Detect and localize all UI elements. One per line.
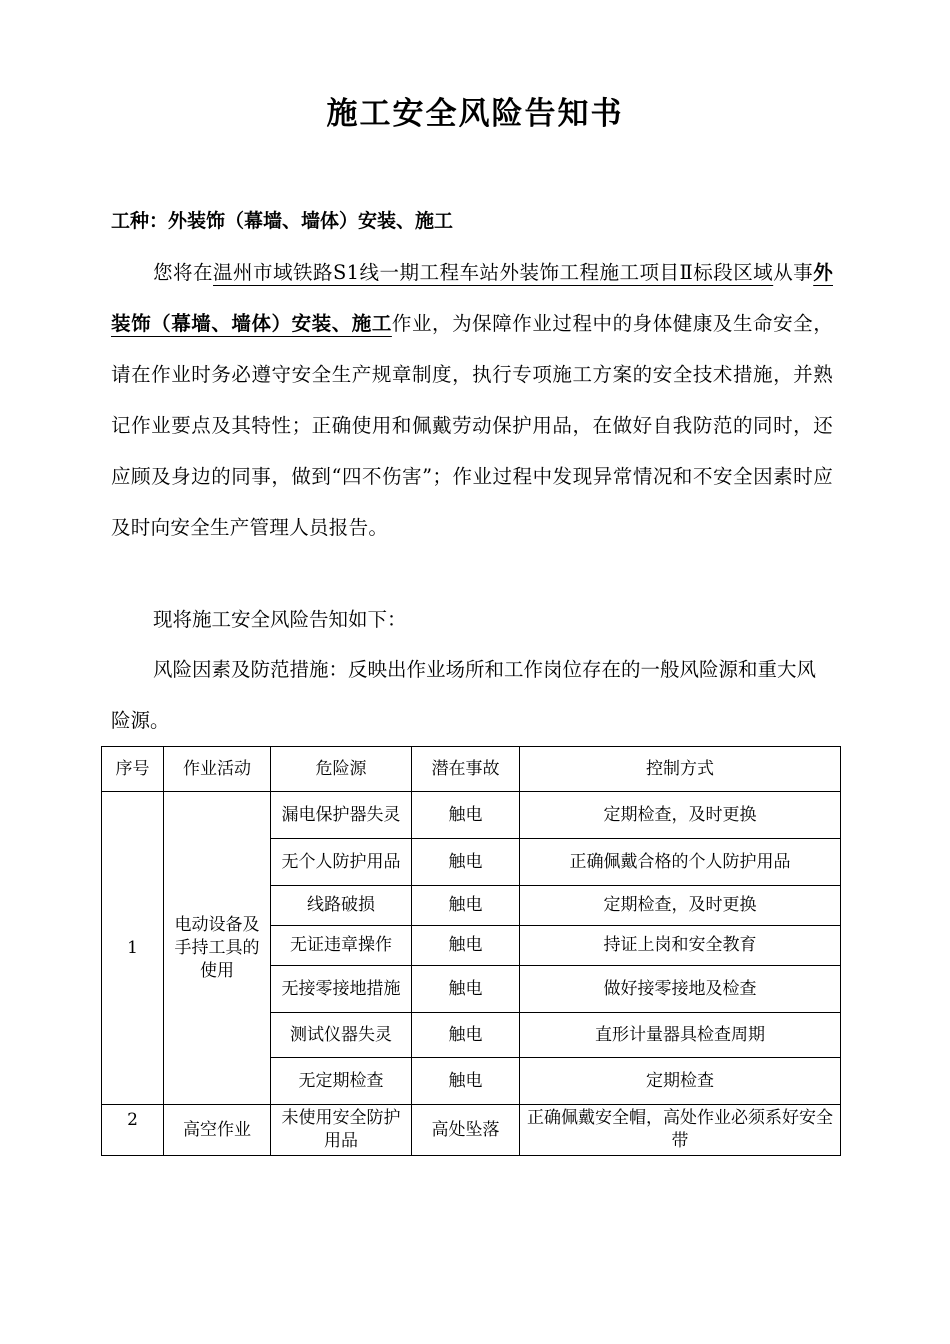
row-hazard: 漏电保护器失灵	[271, 792, 412, 839]
row-control: 直形计量器具检查周期	[520, 1013, 841, 1058]
notice-line: 现将施工安全风险告知如下：	[153, 608, 407, 631]
header-activity: 作业活动	[164, 747, 271, 792]
header-control: 控制方式	[520, 747, 841, 792]
row-control: 定期检查，及时更换	[520, 792, 841, 839]
row-accident: 触电	[412, 792, 520, 839]
row-accident: 触电	[412, 1013, 520, 1058]
row-no: 1	[102, 792, 164, 1105]
row-hazard: 线路破损	[271, 886, 412, 926]
work-type: 工种：外装饰（幕墙、墙体）安装、施工	[111, 210, 454, 232]
row-activity: 高空作业	[164, 1105, 271, 1156]
row-hazard: 无接零接地措施	[271, 966, 412, 1013]
row-control: 定期检查，及时更换	[520, 886, 841, 926]
row-accident: 触电	[412, 886, 520, 926]
row-accident: 触电	[412, 926, 520, 966]
row-activity: 电动设备及手持工具的使用	[164, 792, 271, 1105]
table-row	[102, 792, 841, 839]
row-control: 正确佩戴安全帽，高处作业必须系好安全带	[520, 1105, 841, 1156]
row-control: 做好接零接地及检查	[520, 966, 841, 1013]
table-row	[102, 1105, 841, 1156]
row-hazard: 无证违章操作	[271, 926, 412, 966]
row-control: 定期检查	[520, 1058, 841, 1105]
row-hazard: 未使用安全防护用品	[271, 1105, 412, 1156]
row-control: 正确佩戴合格的个人防护用品	[520, 839, 841, 886]
risk-line: 风险因素及防范措施：反映出作业场所和工作岗位存在的一般风险源和重大风险源。	[111, 658, 817, 732]
row-hazard: 无定期检查	[271, 1058, 412, 1105]
intro-paragraph	[111, 247, 833, 553]
row-accident: 触电	[412, 839, 520, 886]
intro-mid: 从事	[773, 261, 814, 284]
document-title: 施工安全风险告知书	[326, 96, 624, 132]
row-control: 持证上岗和安全教育	[520, 926, 841, 966]
row-accident: 高处坠落	[412, 1105, 520, 1156]
intro-work: 外装饰（幕墙、墙体）安装、施工	[111, 261, 833, 335]
row-hazard: 测试仪器失灵	[271, 1013, 412, 1058]
row-accident: 触电	[412, 1058, 520, 1105]
header-accident: 潜在事故	[412, 747, 520, 792]
risk-table	[101, 746, 841, 1156]
table-header-row	[102, 747, 841, 792]
row-accident: 触电	[412, 966, 520, 1013]
row-no: 2	[102, 1105, 164, 1156]
intro-pre: 您将在	[153, 261, 213, 284]
intro-rest: 作业，为保障作业过程中的身体健康及生命安全，请在作业时务必遵守安全生产规章制度，执行专项施工方案的安全技术措施，并熟记作业要点及其特性；正确使用和佩戴劳动保护用品，在做好自我防范的同时，还应顾及身边的同事，做到“四不伤害”；作业过程中发现异常情况和不安全因素时应及时向安全生产管理人员报告。	[111, 312, 833, 539]
row-hazard: 无个人防护用品	[271, 839, 412, 886]
intro-location: 温州市域铁路S1线一期工程车站外装饰工程施工项目Ⅱ标段区域	[213, 261, 774, 284]
header-hazard: 危险源	[271, 747, 412, 792]
header-no: 序号	[102, 747, 164, 792]
